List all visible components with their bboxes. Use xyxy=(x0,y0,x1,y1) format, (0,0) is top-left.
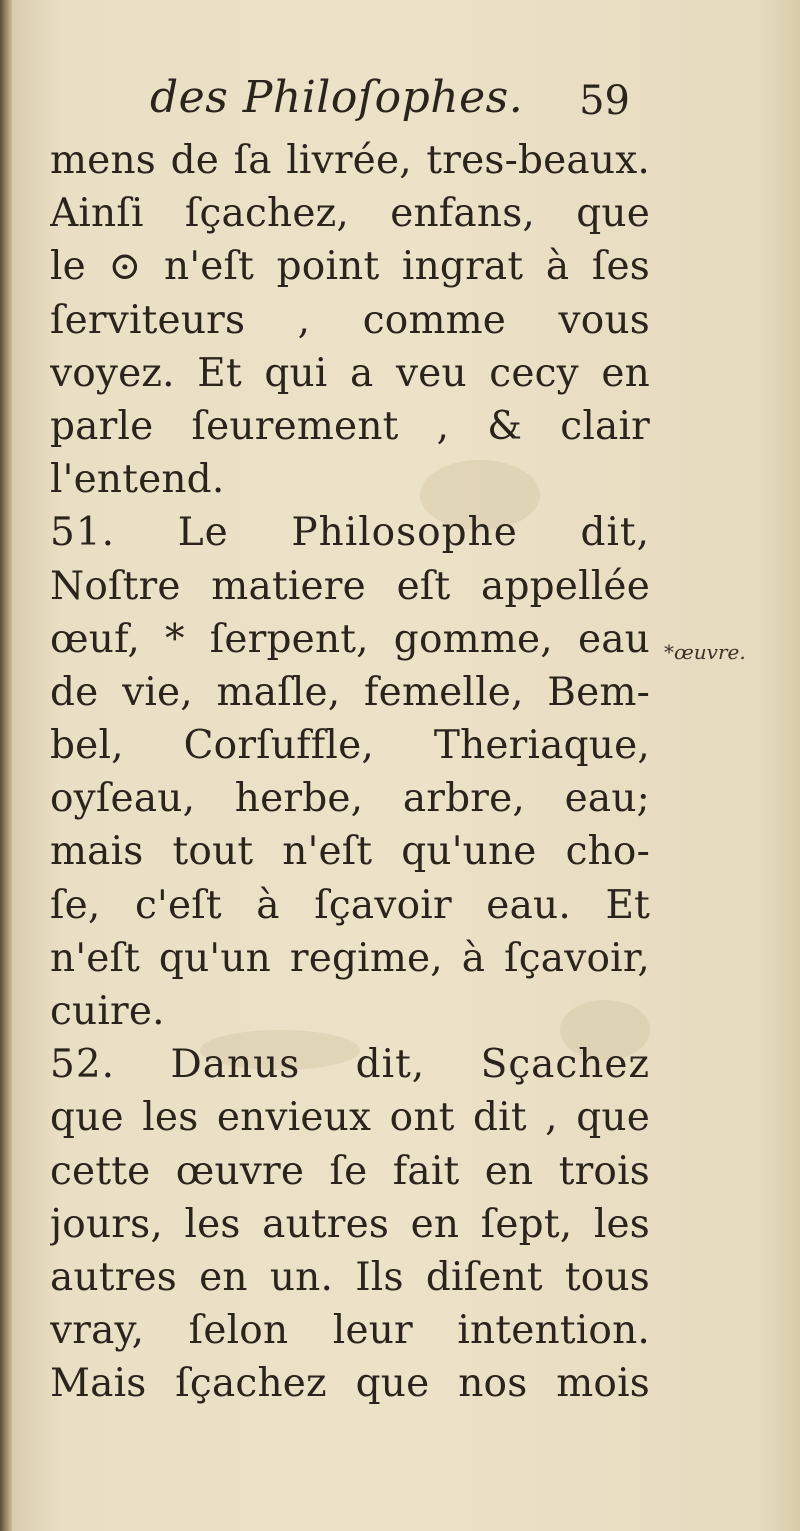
page-header xyxy=(150,70,630,134)
section-heading-line: 52. Danus dit, Sçachez xyxy=(50,1042,650,1088)
text-line: cuire. xyxy=(50,989,165,1034)
section-heading-line: 51. Le Philosophe dit, xyxy=(50,510,650,556)
text-line: bel, Corſuffle, Theriaque, xyxy=(50,723,650,769)
text-line: Mais ſçachez que nos mois xyxy=(50,1361,650,1407)
text-line: de vie, maſle, femelle, Bem- xyxy=(50,669,650,715)
text-line: mens de ſa livrée, tres-beaux. xyxy=(50,138,650,183)
text-line: voyez. Et qui a veu cecy en xyxy=(50,350,650,396)
text-line: Noſtre matiere eſt appellée xyxy=(50,563,650,609)
text-line: parle ſeurement , & clair xyxy=(50,403,650,449)
text-line: vray, ſelon leur intention. xyxy=(50,1308,650,1354)
text-line: oyſeau, herbe, arbre, eau; xyxy=(50,776,650,822)
margin-note: *œuvre. xyxy=(664,640,746,664)
text-line: Ainſi ſçachez, enfans, que xyxy=(50,191,650,237)
text-line: que les envieux ont dit , que xyxy=(50,1095,650,1141)
text-line: l'entend. xyxy=(50,457,225,503)
page-number: 59 xyxy=(579,78,630,124)
binding-edge xyxy=(0,0,12,1531)
text-line: cette œuvre ſe fait en trois xyxy=(50,1148,650,1194)
text-line: œuf, * ſerpent, gomme, eau xyxy=(50,616,650,662)
text-line: jours, les autres en ſept, les xyxy=(50,1201,650,1247)
text-line: ſe, c'eſt à ſçavoir eau. Et xyxy=(50,882,650,928)
text-line: le ⊙ n'eſt point ingrat à ſes xyxy=(50,244,650,290)
running-head: des Philoſophes. xyxy=(150,72,524,123)
text-line: autres en un. Ils diſent tous xyxy=(50,1254,650,1300)
text-line: n'eſt qu'un regime, à ſçavoir, xyxy=(50,935,650,981)
text-line: mais tout n'eſt qu'une cho- xyxy=(50,829,650,875)
text-line: ſerviteurs , comme vous xyxy=(50,297,650,343)
text-block xyxy=(50,134,650,1411)
